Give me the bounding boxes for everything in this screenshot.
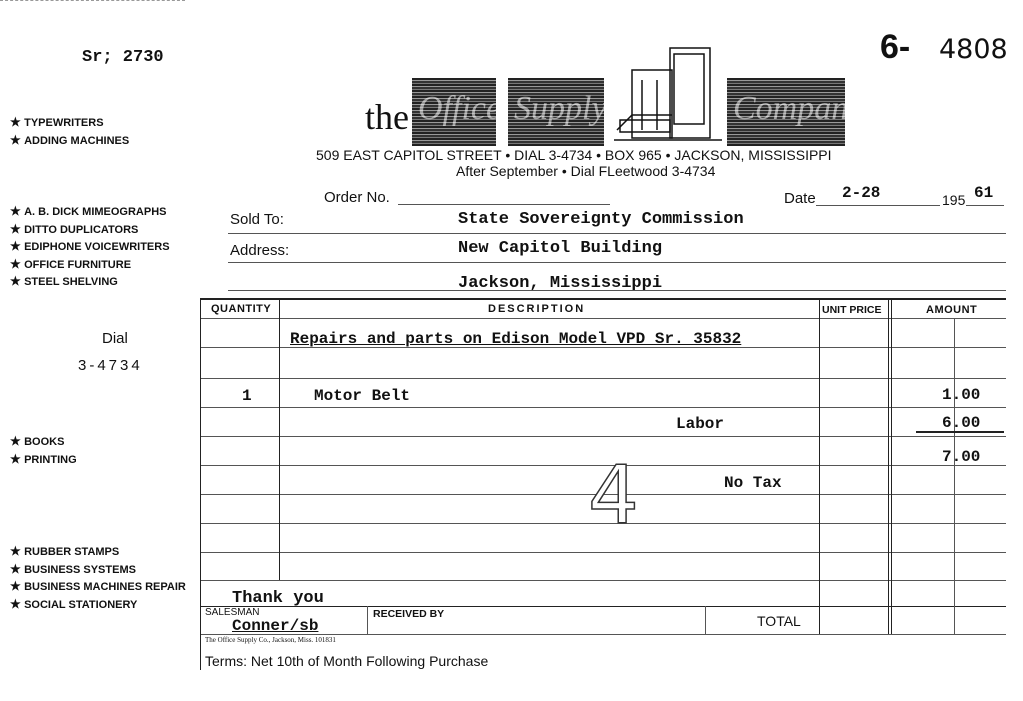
company-the: the xyxy=(365,97,409,137)
labor-label: Labor xyxy=(676,415,725,433)
company-after-line: After September • Dial FLeetwood 3-4734 xyxy=(456,163,716,179)
order-number-label: Order No. xyxy=(324,189,390,206)
dial-label: Dial xyxy=(102,330,128,347)
company-word-supply: Supply xyxy=(514,90,607,127)
date-value: 2-28 xyxy=(842,184,881,202)
received-by-label: RECEIVED BY xyxy=(373,608,445,620)
total-amount-written: 7.00 xyxy=(942,448,981,466)
address-line-1: New Capitol Building xyxy=(458,239,663,258)
service-item: ★ BUSINESS MACHINES REPAIR xyxy=(10,578,186,596)
year-prefix: 195 xyxy=(942,192,966,208)
service-item: ★ RUBBER STAMPS xyxy=(10,543,186,561)
year-suffix: 61 xyxy=(974,184,994,202)
labor-amount: 6.00 xyxy=(942,414,981,432)
services-list-books xyxy=(10,433,77,468)
item-quantity: 1 xyxy=(242,387,252,405)
serial-number: Sr; 2730 xyxy=(82,48,164,67)
company-address-line: 509 EAST CAPITOL STREET • DIAL 3-4734 • BOX 965 • JACKSON, MISSISSIPPI xyxy=(316,147,832,163)
sold-to-label: Sold To: xyxy=(230,211,284,228)
salesman-value: Conner/sb xyxy=(232,617,319,635)
service-item: ★ A. B. DICK MIMEOGRAPHS xyxy=(10,203,170,221)
thank-you-note: Thank you xyxy=(232,589,324,608)
service-item: ★ TYPEWRITERS xyxy=(10,114,129,132)
item-amount: 1.00 xyxy=(942,386,981,404)
address-line-rule-2 xyxy=(228,290,1006,291)
company-word-company: Company xyxy=(733,90,864,127)
company-logo-block-company xyxy=(727,78,864,146)
col-header-quantity: QUANTITY xyxy=(211,303,272,315)
company-word-office: Office xyxy=(418,90,502,127)
order-number-line xyxy=(398,204,610,205)
date-line xyxy=(816,205,940,206)
services-list-mid xyxy=(10,203,170,291)
col-header-unit-price: UNIT PRICE xyxy=(822,304,882,316)
company-logo-block-office xyxy=(412,78,502,146)
tax-note: No Tax xyxy=(724,474,782,492)
service-item: ★ STEEL SHELVING xyxy=(10,273,170,291)
form-prefix: 6- xyxy=(880,28,911,66)
salesman-label: SALESMAN xyxy=(205,607,260,618)
sold-to-value: State Sovereignty Commission xyxy=(458,210,744,229)
total-label: TOTAL xyxy=(757,613,801,629)
service-item: ★ OFFICE FURNITURE xyxy=(10,256,170,274)
address-label: Address: xyxy=(230,242,290,259)
col-header-amount: AMOUNT xyxy=(926,304,978,316)
stamp-digit: 4 xyxy=(588,449,639,542)
top-dashed-edge xyxy=(0,0,185,1)
address-line-rule-1 xyxy=(228,262,1006,263)
service-item: ★ BOOKS xyxy=(10,433,77,451)
address-line-2: Jackson, Mississippi xyxy=(458,274,663,293)
date-label: Date xyxy=(784,190,816,207)
storefront-illustration-icon xyxy=(612,40,724,146)
company-logo-block-supply xyxy=(508,78,607,146)
service-item: ★ BUSINESS SYSTEMS xyxy=(10,561,186,579)
service-item: ★ EDIPHONE VOICEWRITERS xyxy=(10,238,170,256)
year-line xyxy=(966,205,1004,206)
payment-terms: Terms: Net 10th of Month Following Purchase xyxy=(205,653,489,669)
item-description: Motor Belt xyxy=(314,387,411,405)
service-item: ★ PRINTING xyxy=(10,451,77,469)
service-item: ★ DITTO DUPLICATORS xyxy=(10,221,170,239)
services-list-top xyxy=(10,114,129,149)
col-header-description: DESCRIPTION xyxy=(488,303,586,315)
form-number: 4808 xyxy=(939,34,1008,65)
dial-number: 3-4734 xyxy=(78,357,143,374)
service-item: ★ ADDING MACHINES xyxy=(10,132,129,150)
services-list-bottom xyxy=(10,543,186,613)
repair-heading: Repairs and parts on Edison Model VPD Sr. 35832 xyxy=(290,330,742,348)
service-item: ★ SOCIAL STATIONERY xyxy=(10,596,186,614)
printer-imprint: The Office Supply Co., Jackson, Miss. 101831 xyxy=(205,636,336,644)
sold-to-line xyxy=(228,233,1006,234)
